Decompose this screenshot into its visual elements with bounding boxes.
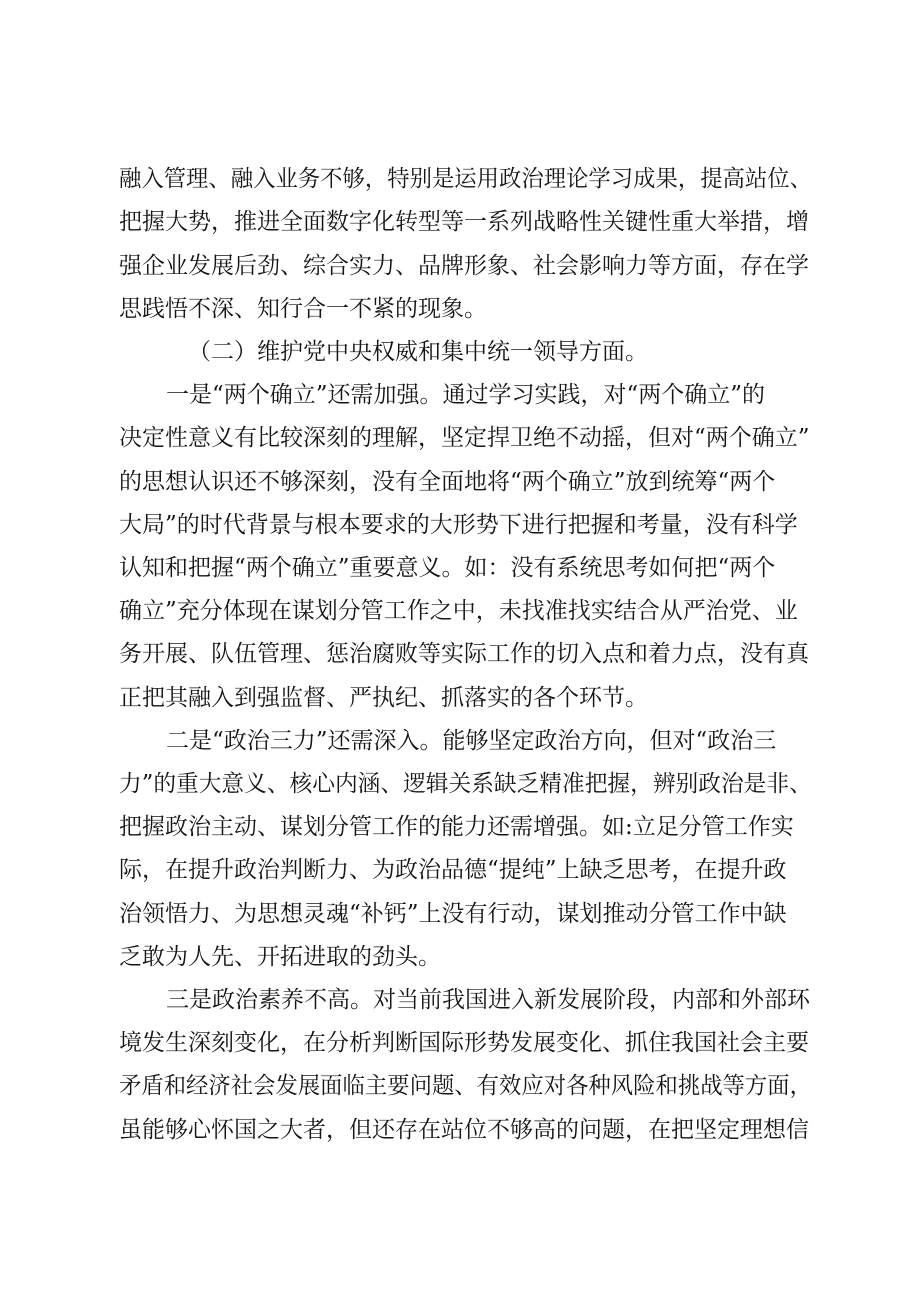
text-line: 治领悟力、为思想灵魂“补钙”上没有行动，谋划推动分管工作中缺 (119, 901, 787, 927)
text-line: 矛盾和经济社会发展面临主要问题、有效应对各种风险和挑战等方面， (119, 1073, 812, 1099)
text-line: 境发生深刻变化，在分析判断国际形势发展变化、抓住我国社会主要 (119, 1030, 809, 1056)
text-line: 正把其融入到强监督、严执纪、抓落实的各个环节。 (119, 685, 648, 711)
text-line: 把握政治主动、谋划分管工作的能力还需增强。如:立足分管工作实 (119, 814, 794, 840)
paragraph-start-line: 三是政治素养不高。对当前我国进入新发展阶段，内部和外部环 (166, 987, 810, 1013)
paragraph-start-line: 一是“两个确立”还需加强。通过学习实践，对“两个确立”的 (166, 382, 766, 408)
text-line: 强企业发展后劲、综合实力、品牌形象、社会影响力等方面，存在学 (119, 253, 809, 279)
text-line: 际，在提升政治判断力、为政治品德“提纯”上缺乏思考，在提升政 (119, 857, 787, 883)
text-line: 思践悟不深、知行合一不紧的现象。 (119, 296, 487, 322)
text-line: 认知和把握“两个确立”重要意义。如：没有系统思考如何把“两个 (119, 555, 776, 581)
paragraph-start-line: 二是“政治三力”还需深入。能够坚定政治方向，但对“政治三 (166, 728, 777, 754)
text-line: 乏敢为人先、开拓进取的劲头。 (119, 944, 441, 970)
text-line: 务开展、队伍管理、惩治腐败等实际工作的切入点和着力点，没有真 (119, 641, 809, 667)
text-line: 决定性意义有比较深刻的理解，坚定捍卫绝不动摇，但对“两个确立” (119, 425, 810, 451)
text-line: 大局”的时代背景与根本要求的大形势下进行把握和考量，没有科学 (119, 512, 798, 538)
text-line: 融入管理、融入业务不够，特别是运用政治理论学习成果，提高站位、 (119, 166, 812, 192)
section-heading: （二）维护党中央权威和集中统一领导方面。 (188, 339, 648, 365)
text-line: 的思想认识还不够深刻，没有全面地将“两个确立”放到统筹“两个 (119, 469, 776, 495)
text-line: 虽能够心怀国之大者，但还存在站位不够高的问题，在把坚定理想信 (119, 1117, 809, 1143)
text-line: 力”的重大意义、核心内涵、逻辑关系缺乏精准把握，辨别政治是非、 (119, 771, 812, 797)
text-line: 把握大势，推进全面数字化转型等一系列战略性关键性重大举措，增 (119, 209, 809, 235)
text-line: 确立”充分体现在谋划分管工作之中，未找准找实结合从严治党、业 (119, 598, 798, 624)
